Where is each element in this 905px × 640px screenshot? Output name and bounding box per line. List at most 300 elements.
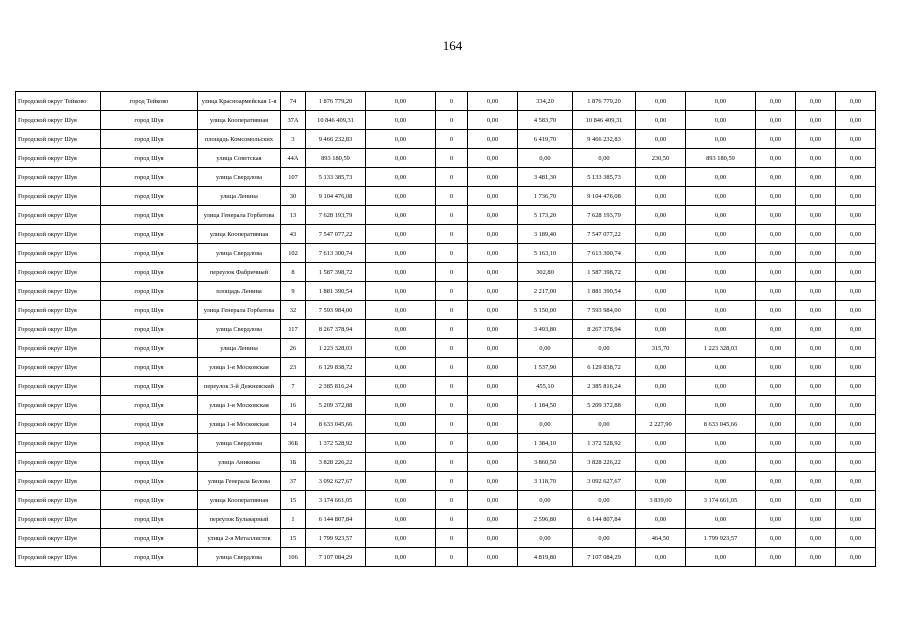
cost-d-cell: 0,00 <box>686 263 756 282</box>
area-b-cell: 0,00 <box>636 548 686 567</box>
total-cost-cell: 8 267 378,94 <box>306 320 366 339</box>
count-cell: 0 <box>436 92 468 111</box>
settlement-cell: город Шуя <box>101 396 198 415</box>
cost-g-cell: 0,00 <box>836 225 876 244</box>
cost-e-cell: 0,00 <box>756 491 796 510</box>
cost-c-cell: 7 547 077,22 <box>573 225 636 244</box>
area-a-cell: 5 150,00 <box>518 301 573 320</box>
area-a-cell: 334,20 <box>518 92 573 111</box>
cost-e-cell: 0,00 <box>756 187 796 206</box>
cost-e-cell: 0,00 <box>756 415 796 434</box>
street-cell: переулок 3-й Дежневский <box>198 377 281 396</box>
area-b-cell: 0,00 <box>636 358 686 377</box>
cost-c-cell: 1 587 398,72 <box>573 263 636 282</box>
municipality-cell: Городской округ Шуя <box>16 282 101 301</box>
cost-a-cell: 0,00 <box>366 491 436 510</box>
count-cell: 0 <box>436 510 468 529</box>
table-row <box>16 529 876 548</box>
cost-f-cell: 0,00 <box>796 111 836 130</box>
municipality-cell: Городской округ Шуя <box>16 225 101 244</box>
cost-g-cell: 0,00 <box>836 415 876 434</box>
area-a-cell: 1 184,50 <box>518 396 573 415</box>
total-cost-cell: 9 466 232,83 <box>306 130 366 149</box>
cost-d-cell: 0,00 <box>686 206 756 225</box>
cost-g-cell: 0,00 <box>836 510 876 529</box>
area-a-cell: 302,80 <box>518 263 573 282</box>
street-cell: улица Свердлова <box>198 168 281 187</box>
cost-c-cell: 5 209 372,88 <box>573 396 636 415</box>
cost-c-cell: 0,00 <box>573 415 636 434</box>
total-cost-cell: 6 129 838,72 <box>306 358 366 377</box>
cost-c-cell: 0,00 <box>573 149 636 168</box>
cost-b-cell: 0,00 <box>468 149 518 168</box>
cost-g-cell: 0,00 <box>836 168 876 187</box>
cost-b-cell: 0,00 <box>468 529 518 548</box>
cost-b-cell: 0,00 <box>468 320 518 339</box>
cost-a-cell: 0,00 <box>366 320 436 339</box>
municipality-cell: Городской округ Шуя <box>16 263 101 282</box>
cost-a-cell: 0,00 <box>366 263 436 282</box>
total-cost-cell: 1 876 779,20 <box>306 92 366 111</box>
area-b-cell: 3 839,00 <box>636 491 686 510</box>
total-cost-cell: 8 633 045,66 <box>306 415 366 434</box>
cost-c-cell: 1 372 528,92 <box>573 434 636 453</box>
cost-f-cell: 0,00 <box>796 358 836 377</box>
municipality-cell: Городской округ Шуя <box>16 301 101 320</box>
municipality-cell: Городской округ Шуя <box>16 472 101 491</box>
settlement-cell: город Шуя <box>101 225 198 244</box>
cost-e-cell: 0,00 <box>756 282 796 301</box>
cost-e-cell: 0,00 <box>756 510 796 529</box>
cost-e-cell: 0,00 <box>756 244 796 263</box>
area-b-cell: 0,00 <box>636 396 686 415</box>
count-cell: 0 <box>436 339 468 358</box>
house-number-cell: 15 <box>281 529 306 548</box>
count-cell: 0 <box>436 206 468 225</box>
house-number-cell: 1Б <box>281 453 306 472</box>
area-b-cell: 0,00 <box>636 130 686 149</box>
cost-b-cell: 0,00 <box>468 187 518 206</box>
municipality-cell: Городской округ Шуя <box>16 453 101 472</box>
street-cell: переулок Бульварный <box>198 510 281 529</box>
cost-b-cell: 0,00 <box>468 415 518 434</box>
count-cell: 0 <box>436 301 468 320</box>
cost-b-cell: 0,00 <box>468 282 518 301</box>
count-cell: 0 <box>436 491 468 510</box>
settlement-cell: город Шуя <box>101 282 198 301</box>
cost-a-cell: 0,00 <box>366 130 436 149</box>
cost-a-cell: 0,00 <box>366 187 436 206</box>
house-number-cell: 117 <box>281 320 306 339</box>
area-a-cell: 6 419,70 <box>518 130 573 149</box>
table-row <box>16 206 876 225</box>
table-row <box>16 168 876 187</box>
municipality-cell: Городской округ Шуя <box>16 415 101 434</box>
cost-e-cell: 0,00 <box>756 149 796 168</box>
cost-b-cell: 0,00 <box>468 472 518 491</box>
page-number: 164 <box>442 38 463 53</box>
cost-g-cell: 0,00 <box>836 453 876 472</box>
area-a-cell: 0,00 <box>518 491 573 510</box>
area-b-cell: 0,00 <box>636 225 686 244</box>
total-cost-cell: 5 209 372,88 <box>306 396 366 415</box>
cost-b-cell: 0,00 <box>468 225 518 244</box>
registry-table <box>15 91 876 567</box>
cost-d-cell: 0,00 <box>686 130 756 149</box>
cost-d-cell: 0,00 <box>686 548 756 567</box>
settlement-cell: город Шуя <box>101 548 198 567</box>
settlement-cell: город Шуя <box>101 301 198 320</box>
cost-d-cell: 1 799 923,57 <box>686 529 756 548</box>
table-row <box>16 510 876 529</box>
cost-g-cell: 0,00 <box>836 434 876 453</box>
count-cell: 0 <box>436 149 468 168</box>
cost-b-cell: 0,00 <box>468 206 518 225</box>
street-cell: улица Советская <box>198 149 281 168</box>
cost-a-cell: 0,00 <box>366 510 436 529</box>
area-b-cell: 0,00 <box>636 320 686 339</box>
settlement-cell: город Шуя <box>101 149 198 168</box>
cost-f-cell: 0,00 <box>796 415 836 434</box>
cost-d-cell: 0,00 <box>686 434 756 453</box>
cost-f-cell: 0,00 <box>796 396 836 415</box>
table-row <box>16 225 876 244</box>
table-row <box>16 92 876 111</box>
total-cost-cell: 7 593 984,00 <box>306 301 366 320</box>
cost-f-cell: 0,00 <box>796 434 836 453</box>
street-cell: улица 1-я Московская <box>198 415 281 434</box>
street-cell: улица Генерала Горбатова <box>198 301 281 320</box>
table-row <box>16 472 876 491</box>
cost-d-cell: 0,00 <box>686 320 756 339</box>
cost-f-cell: 0,00 <box>796 244 836 263</box>
settlement-cell: город Шуя <box>101 320 198 339</box>
settlement-cell: город Шуя <box>101 130 198 149</box>
count-cell: 0 <box>436 548 468 567</box>
table-row <box>16 434 876 453</box>
settlement-cell: город Шуя <box>101 453 198 472</box>
cost-e-cell: 0,00 <box>756 130 796 149</box>
cost-d-cell: 0,00 <box>686 301 756 320</box>
municipality-cell: Городской округ Шуя <box>16 434 101 453</box>
cost-e-cell: 0,00 <box>756 396 796 415</box>
table-row <box>16 111 876 130</box>
cost-g-cell: 0,00 <box>836 377 876 396</box>
area-b-cell: 0,00 <box>636 472 686 491</box>
municipality-cell: Городской округ Шуя <box>16 339 101 358</box>
settlement-cell: город Шуя <box>101 434 198 453</box>
cost-f-cell: 0,00 <box>796 548 836 567</box>
cost-b-cell: 0,00 <box>468 453 518 472</box>
cost-g-cell: 0,00 <box>836 358 876 377</box>
settlement-cell: город Шуя <box>101 529 198 548</box>
area-a-cell: 1 537,90 <box>518 358 573 377</box>
settlement-cell: город Шуя <box>101 415 198 434</box>
cost-c-cell: 1 876 779,20 <box>573 92 636 111</box>
cost-g-cell: 0,00 <box>836 244 876 263</box>
cost-c-cell: 0,00 <box>573 491 636 510</box>
area-a-cell: 1 384,10 <box>518 434 573 453</box>
cost-g-cell: 0,00 <box>836 320 876 339</box>
cost-c-cell: 5 133 385,73 <box>573 168 636 187</box>
municipality-cell: Городской округ Шуя <box>16 111 101 130</box>
area-b-cell: 230,50 <box>636 149 686 168</box>
municipality-cell: Городской округ Тейково <box>16 92 101 111</box>
count-cell: 0 <box>436 187 468 206</box>
total-cost-cell: 2 385 816,24 <box>306 377 366 396</box>
cost-g-cell: 0,00 <box>836 187 876 206</box>
total-cost-cell: 5 133 385,73 <box>306 168 366 187</box>
cost-f-cell: 0,00 <box>796 206 836 225</box>
street-cell: площадь Комсомольских <box>198 130 281 149</box>
house-number-cell: 15 <box>281 491 306 510</box>
count-cell: 0 <box>436 453 468 472</box>
area-a-cell: 3 118,70 <box>518 472 573 491</box>
area-a-cell: 455,10 <box>518 377 573 396</box>
house-number-cell: 23 <box>281 358 306 377</box>
cost-a-cell: 0,00 <box>366 434 436 453</box>
area-b-cell: 0,00 <box>636 434 686 453</box>
table-row <box>16 149 876 168</box>
count-cell: 0 <box>436 282 468 301</box>
area-b-cell: 0,00 <box>636 168 686 187</box>
house-number-cell: 37 <box>281 472 306 491</box>
cost-f-cell: 0,00 <box>796 377 836 396</box>
cost-b-cell: 0,00 <box>468 92 518 111</box>
cost-b-cell: 0,00 <box>468 358 518 377</box>
cost-b-cell: 0,00 <box>468 510 518 529</box>
total-cost-cell: 7 547 077,22 <box>306 225 366 244</box>
table-row <box>16 377 876 396</box>
total-cost-cell: 7 628 193,79 <box>306 206 366 225</box>
table-row <box>16 358 876 377</box>
cost-b-cell: 0,00 <box>468 130 518 149</box>
count-cell: 0 <box>436 396 468 415</box>
cost-d-cell: 893 180,59 <box>686 149 756 168</box>
table-row <box>16 396 876 415</box>
table-row <box>16 130 876 149</box>
cost-g-cell: 0,00 <box>836 111 876 130</box>
cost-a-cell: 0,00 <box>366 377 436 396</box>
municipality-cell: Городской округ Шуя <box>16 206 101 225</box>
total-cost-cell: 9 104 476,08 <box>306 187 366 206</box>
municipality-cell: Городской округ Шуя <box>16 529 101 548</box>
cost-b-cell: 0,00 <box>468 548 518 567</box>
cost-g-cell: 0,00 <box>836 472 876 491</box>
cost-e-cell: 0,00 <box>756 206 796 225</box>
cost-e-cell: 0,00 <box>756 434 796 453</box>
cost-f-cell: 0,00 <box>796 453 836 472</box>
cost-c-cell: 6 144 807,84 <box>573 510 636 529</box>
cost-d-cell: 0,00 <box>686 282 756 301</box>
house-number-cell: 106 <box>281 548 306 567</box>
cost-c-cell: 7 628 193,79 <box>573 206 636 225</box>
cost-a-cell: 0,00 <box>366 244 436 263</box>
cost-a-cell: 0,00 <box>366 339 436 358</box>
street-cell: улица Кооперативная <box>198 225 281 244</box>
municipality-cell: Городской округ Шуя <box>16 244 101 263</box>
table-row <box>16 244 876 263</box>
count-cell: 0 <box>436 225 468 244</box>
area-a-cell: 5 163,10 <box>518 244 573 263</box>
municipality-cell: Городской округ Шуя <box>16 187 101 206</box>
street-cell: улица Свердлова <box>198 320 281 339</box>
cost-e-cell: 0,00 <box>756 301 796 320</box>
total-cost-cell: 3 174 661,05 <box>306 491 366 510</box>
area-b-cell: 0,00 <box>636 244 686 263</box>
settlement-cell: город Шуя <box>101 244 198 263</box>
count-cell: 0 <box>436 358 468 377</box>
street-cell: улица Ленина <box>198 339 281 358</box>
cost-e-cell: 0,00 <box>756 320 796 339</box>
municipality-cell: Городской округ Шуя <box>16 358 101 377</box>
count-cell: 0 <box>436 130 468 149</box>
cost-g-cell: 0,00 <box>836 92 876 111</box>
cost-d-cell: 0,00 <box>686 187 756 206</box>
cost-b-cell: 0,00 <box>468 168 518 187</box>
municipality-cell: Городской округ Шуя <box>16 548 101 567</box>
cost-a-cell: 0,00 <box>366 206 436 225</box>
settlement-cell: город Шуя <box>101 510 198 529</box>
street-cell: улица Свердлова <box>198 434 281 453</box>
house-number-cell: 14 <box>281 415 306 434</box>
area-a-cell: 2 217,00 <box>518 282 573 301</box>
cost-b-cell: 0,00 <box>468 244 518 263</box>
cost-c-cell: 9 466 232,83 <box>573 130 636 149</box>
cost-d-cell: 0,00 <box>686 168 756 187</box>
total-cost-cell: 1 372 528,92 <box>306 434 366 453</box>
street-cell: улица Красноармейская 1-я <box>198 92 281 111</box>
cost-f-cell: 0,00 <box>796 282 836 301</box>
area-b-cell: 464,50 <box>636 529 686 548</box>
cost-g-cell: 0,00 <box>836 529 876 548</box>
street-cell: площадь Ленина <box>198 282 281 301</box>
house-number-cell: 102 <box>281 244 306 263</box>
street-cell: улица Генерала Горбатова <box>198 206 281 225</box>
cost-f-cell: 0,00 <box>796 149 836 168</box>
house-number-cell: 107 <box>281 168 306 187</box>
cost-f-cell: 0,00 <box>796 168 836 187</box>
area-b-cell: 315,70 <box>636 339 686 358</box>
table-row <box>16 301 876 320</box>
total-cost-cell: 1 799 923,57 <box>306 529 366 548</box>
street-cell: улица Кооперативная <box>198 491 281 510</box>
cost-b-cell: 0,00 <box>468 491 518 510</box>
settlement-cell: город Шуя <box>101 206 198 225</box>
municipality-cell: Городской округ Шуя <box>16 149 101 168</box>
count-cell: 0 <box>436 472 468 491</box>
municipality-cell: Городской округ Шуя <box>16 130 101 149</box>
total-cost-cell: 1 587 398,72 <box>306 263 366 282</box>
street-cell: улица Ленина <box>198 187 281 206</box>
cost-c-cell: 7 593 984,00 <box>573 301 636 320</box>
cost-e-cell: 0,00 <box>756 472 796 491</box>
table-row <box>16 187 876 206</box>
cost-e-cell: 0,00 <box>756 111 796 130</box>
house-number-cell: 1 <box>281 510 306 529</box>
cost-g-cell: 0,00 <box>836 339 876 358</box>
settlement-cell: город Шуя <box>101 472 198 491</box>
total-cost-cell: 7 107 084,29 <box>306 548 366 567</box>
settlement-cell: город Шуя <box>101 377 198 396</box>
cost-g-cell: 0,00 <box>836 206 876 225</box>
cost-c-cell: 7 613 300,74 <box>573 244 636 263</box>
municipality-cell: Городской округ Шуя <box>16 510 101 529</box>
street-cell: улица Свердлова <box>198 548 281 567</box>
cost-e-cell: 0,00 <box>756 358 796 377</box>
street-cell: улица Кооперативная <box>198 111 281 130</box>
cost-c-cell: 3 092 627,67 <box>573 472 636 491</box>
total-cost-cell: 893 180,59 <box>306 149 366 168</box>
table-row <box>16 453 876 472</box>
total-cost-cell: 7 613 300,74 <box>306 244 366 263</box>
cost-d-cell: 0,00 <box>686 244 756 263</box>
cost-d-cell: 0,00 <box>686 111 756 130</box>
municipality-cell: Городской округ Шуя <box>16 491 101 510</box>
table-row <box>16 320 876 339</box>
settlement-cell: город Шуя <box>101 339 198 358</box>
count-cell: 0 <box>436 263 468 282</box>
total-cost-cell: 3 092 627,67 <box>306 472 366 491</box>
area-b-cell: 0,00 <box>636 92 686 111</box>
cost-g-cell: 0,00 <box>836 130 876 149</box>
cost-d-cell: 0,00 <box>686 92 756 111</box>
cost-a-cell: 0,00 <box>366 168 436 187</box>
house-number-cell: 3 <box>281 130 306 149</box>
cost-f-cell: 0,00 <box>796 301 836 320</box>
cost-a-cell: 0,00 <box>366 415 436 434</box>
cost-c-cell: 0,00 <box>573 339 636 358</box>
total-cost-cell: 1 881 390,54 <box>306 282 366 301</box>
house-number-cell: 26 <box>281 339 306 358</box>
area-b-cell: 0,00 <box>636 282 686 301</box>
area-a-cell: 3 189,40 <box>518 225 573 244</box>
house-number-cell: 7 <box>281 377 306 396</box>
cost-a-cell: 0,00 <box>366 396 436 415</box>
total-cost-cell: 10 846 409,31 <box>306 111 366 130</box>
cost-e-cell: 0,00 <box>756 529 796 548</box>
cost-a-cell: 0,00 <box>366 111 436 130</box>
house-number-cell: 13 <box>281 206 306 225</box>
cost-d-cell: 8 633 045,66 <box>686 415 756 434</box>
house-number-cell: 30 <box>281 187 306 206</box>
cost-c-cell: 9 104 476,08 <box>573 187 636 206</box>
area-a-cell: 2 596,80 <box>518 510 573 529</box>
cost-d-cell: 0,00 <box>686 396 756 415</box>
cost-d-cell: 0,00 <box>686 225 756 244</box>
table-row <box>16 548 876 567</box>
count-cell: 0 <box>436 415 468 434</box>
cost-e-cell: 0,00 <box>756 339 796 358</box>
cost-f-cell: 0,00 <box>796 225 836 244</box>
count-cell: 0 <box>436 244 468 263</box>
area-b-cell: 0,00 <box>636 510 686 529</box>
cost-g-cell: 0,00 <box>836 491 876 510</box>
count-cell: 0 <box>436 111 468 130</box>
cost-a-cell: 0,00 <box>366 282 436 301</box>
area-a-cell: 3 493,80 <box>518 320 573 339</box>
house-number-cell: 44А <box>281 149 306 168</box>
cost-c-cell: 0,00 <box>573 529 636 548</box>
cost-g-cell: 0,00 <box>836 149 876 168</box>
cost-f-cell: 0,00 <box>796 130 836 149</box>
street-cell: переулок Фабричный <box>198 263 281 282</box>
cost-d-cell: 3 174 661,05 <box>686 491 756 510</box>
area-b-cell: 2 227,90 <box>636 415 686 434</box>
area-b-cell: 0,00 <box>636 263 686 282</box>
cost-d-cell: 0,00 <box>686 377 756 396</box>
area-a-cell: 3 860,50 <box>518 453 573 472</box>
